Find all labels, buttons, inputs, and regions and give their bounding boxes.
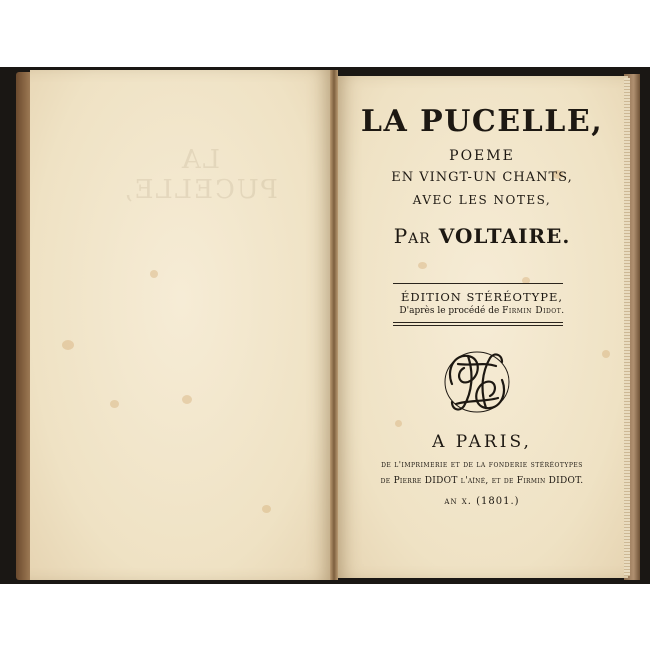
foxing-spot [602, 350, 610, 358]
author-name: VOLTAIRE. [438, 224, 571, 248]
imprint-line-2: de Pierre DIDOT l'aîné, et de Firmin DIDOT. [380, 476, 584, 486]
foxing-spot [418, 262, 427, 269]
subtitle-chants: EN VINGT-UN CHANTS, [391, 170, 573, 185]
author-line [336, 224, 628, 248]
method-line [336, 306, 628, 316]
edition-line: ÉDITION STÉRÉOTYPE, [401, 290, 563, 304]
didot-monogram-icon [438, 344, 516, 420]
show-through-title: LA PUCELLE, [122, 145, 278, 205]
foxing-spot [262, 505, 271, 513]
foxing-spot [182, 395, 192, 404]
foxing-spot [150, 270, 158, 278]
rule-bottom [393, 322, 563, 323]
rule-top [393, 283, 563, 284]
method-name: Firmin Didot. [502, 306, 565, 316]
foxing-spot [62, 340, 74, 350]
foxing-spot [110, 400, 119, 408]
book-title: LA PUCELLE, [360, 104, 604, 139]
imprint-city: A PARIS, [432, 432, 532, 452]
rule-bottom-thin [393, 325, 563, 326]
subtitle-poeme: POEME [449, 148, 515, 164]
method-prefix: D'après le procédé de [399, 306, 500, 316]
author-prefix: Par [393, 224, 431, 248]
subtitle-notes: AVEC LES NOTES, [412, 193, 552, 207]
imprint-line-1: de l'imprimerie et de la fonderie stéréotypes [381, 460, 583, 469]
foxing-spot [395, 420, 402, 427]
imprint-date: an x. (1801.) [444, 496, 520, 507]
